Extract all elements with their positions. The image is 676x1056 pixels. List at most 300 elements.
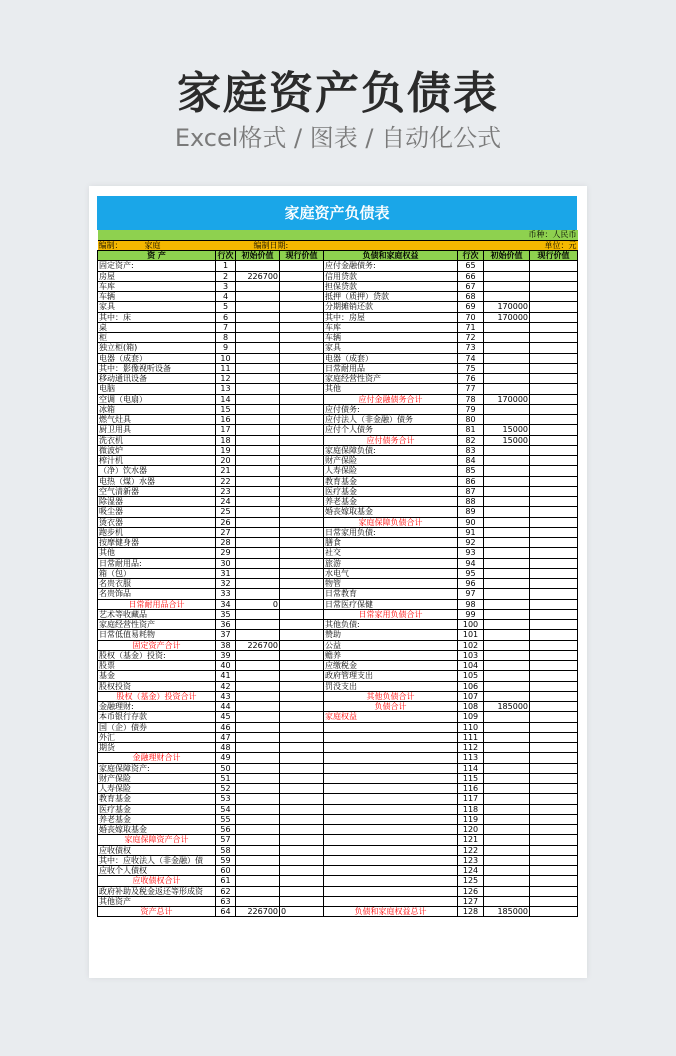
liability-current-value	[530, 445, 578, 455]
liability-line-no: 81	[458, 425, 484, 435]
liability-name: 其他	[324, 384, 458, 394]
table-row	[98, 445, 578, 455]
liability-initial-value	[484, 404, 530, 414]
asset-initial-value	[236, 497, 280, 507]
asset-current-value	[280, 743, 324, 753]
liability-line-no: 108	[458, 702, 484, 712]
liability-line-no: 106	[458, 681, 484, 691]
asset-name: 桌	[98, 322, 216, 332]
unit-label: 单位：元	[484, 240, 578, 250]
liability-name: 其他负债合计	[324, 691, 458, 701]
asset-name: 其他资产	[98, 896, 216, 906]
liability-initial-value	[484, 353, 530, 363]
spreadsheet-preview	[89, 186, 587, 978]
table-row	[98, 425, 578, 435]
liability-current-value	[530, 415, 578, 425]
asset-name: 应收债权	[98, 845, 216, 855]
table-row	[98, 292, 578, 302]
table-row	[98, 620, 578, 630]
header-initial-value: 初始价值	[236, 251, 280, 261]
asset-initial-value	[236, 384, 280, 394]
table-row	[98, 702, 578, 712]
liability-line-no: 128	[458, 907, 484, 917]
liability-line-no: 91	[458, 527, 484, 537]
liability-initial-value	[484, 814, 530, 824]
liability-name	[324, 763, 458, 773]
asset-current-value	[280, 579, 324, 589]
asset-line-no: 47	[216, 732, 236, 742]
asset-name: 外汇	[98, 732, 216, 742]
asset-line-no: 17	[216, 425, 236, 435]
asset-name: 期货	[98, 743, 216, 753]
table-row	[98, 661, 578, 671]
asset-initial-value	[236, 322, 280, 332]
liability-name: 抵押（质押）贷款	[324, 292, 458, 302]
table-row	[98, 558, 578, 568]
asset-current-value	[280, 486, 324, 496]
asset-current-value	[280, 415, 324, 425]
liability-initial-value	[484, 640, 530, 650]
liability-name: 养老基金	[324, 497, 458, 507]
liability-name: 家庭保障负债:	[324, 445, 458, 455]
compiler-value: 家庭	[144, 240, 161, 250]
liability-current-value	[530, 599, 578, 609]
table-row	[98, 486, 578, 496]
table-row	[98, 794, 578, 804]
asset-current-value	[280, 763, 324, 773]
liability-current-value	[530, 763, 578, 773]
liability-name: 政府管理支出	[324, 671, 458, 681]
liability-line-no: 125	[458, 876, 484, 886]
liability-current-value	[530, 835, 578, 845]
liability-line-no: 123	[458, 855, 484, 865]
asset-line-no: 5	[216, 302, 236, 312]
liability-initial-value	[484, 650, 530, 660]
asset-line-no: 60	[216, 866, 236, 876]
liability-line-no: 70	[458, 312, 484, 322]
table-header-row	[98, 251, 578, 261]
asset-name: （净）饮水器	[98, 466, 216, 476]
asset-current-value	[280, 732, 324, 742]
asset-name: 股票	[98, 661, 216, 671]
asset-name: 跑步机	[98, 527, 216, 537]
asset-line-no: 58	[216, 845, 236, 855]
asset-initial-value	[236, 866, 280, 876]
liability-name	[324, 804, 458, 814]
asset-name: 固定资产合计	[98, 640, 216, 650]
asset-current-value	[280, 866, 324, 876]
liability-initial-value	[484, 333, 530, 343]
liability-name	[324, 886, 458, 896]
liability-line-no: 113	[458, 753, 484, 763]
asset-line-no: 55	[216, 814, 236, 824]
liability-line-no: 117	[458, 794, 484, 804]
liability-initial-value	[484, 835, 530, 845]
asset-name: 股权投资	[98, 681, 216, 691]
liability-initial-value	[484, 261, 530, 271]
liability-line-no: 73	[458, 343, 484, 353]
liability-initial-value	[484, 732, 530, 742]
asset-name: 医疗基金	[98, 804, 216, 814]
liability-initial-value	[484, 743, 530, 753]
asset-initial-value	[236, 281, 280, 291]
asset-initial-value	[236, 620, 280, 630]
asset-initial-value	[236, 517, 280, 527]
asset-current-value: 0	[280, 907, 324, 917]
asset-current-value	[280, 650, 324, 660]
liability-name: 日常家用负债合计	[324, 609, 458, 619]
asset-current-value	[280, 814, 324, 824]
liability-initial-value: 15000	[484, 425, 530, 435]
liability-name: 应付债务合计	[324, 435, 458, 445]
liability-initial-value	[484, 568, 530, 578]
liability-name: 担保贷款	[324, 281, 458, 291]
asset-name: 电脑	[98, 384, 216, 394]
liability-current-value	[530, 886, 578, 896]
liability-current-value	[530, 630, 578, 640]
asset-name: 股权（基金）投资合计	[98, 691, 216, 701]
liability-name: 分期摊销还款	[324, 302, 458, 312]
liability-name: 水电气	[324, 568, 458, 578]
liability-line-no: 87	[458, 486, 484, 496]
liability-name: 车库	[324, 322, 458, 332]
asset-current-value	[280, 343, 324, 353]
header-liabilities: 负债和家庭权益	[324, 251, 458, 261]
liability-current-value	[530, 558, 578, 568]
table-row	[98, 343, 578, 353]
asset-name: 移动通讯设备	[98, 374, 216, 384]
asset-line-no: 2	[216, 271, 236, 281]
asset-line-no: 14	[216, 394, 236, 404]
liability-initial-value	[484, 661, 530, 671]
liability-initial-value	[484, 681, 530, 691]
asset-name: 应收个人债权	[98, 866, 216, 876]
asset-line-no: 12	[216, 374, 236, 384]
asset-line-no: 54	[216, 804, 236, 814]
table-row	[98, 374, 578, 384]
liability-initial-value: 170000	[484, 302, 530, 312]
liability-initial-value	[484, 773, 530, 783]
asset-initial-value	[236, 374, 280, 384]
liability-current-value	[530, 907, 578, 917]
liability-line-no: 127	[458, 896, 484, 906]
asset-current-value	[280, 333, 324, 343]
asset-current-value	[280, 548, 324, 558]
table-row	[98, 804, 578, 814]
liability-name: 应付金融债务:	[324, 261, 458, 271]
liability-current-value	[530, 814, 578, 824]
asset-initial-value	[236, 732, 280, 742]
asset-current-value	[280, 804, 324, 814]
asset-name: 应收债权合计	[98, 876, 216, 886]
table-row	[98, 784, 578, 794]
liability-line-no: 67	[458, 281, 484, 291]
liability-initial-value	[484, 476, 530, 486]
asset-name: 股权（基金）投资:	[98, 650, 216, 660]
asset-line-no: 56	[216, 825, 236, 835]
asset-name: 其他	[98, 548, 216, 558]
asset-initial-value	[236, 425, 280, 435]
asset-current-value	[280, 855, 324, 865]
asset-line-no: 29	[216, 548, 236, 558]
asset-line-no: 10	[216, 353, 236, 363]
liability-current-value	[530, 650, 578, 660]
liability-name: 家具	[324, 343, 458, 353]
asset-initial-value: 0	[236, 599, 280, 609]
liability-line-no: 86	[458, 476, 484, 486]
liability-name	[324, 896, 458, 906]
table-row	[98, 630, 578, 640]
asset-current-value	[280, 784, 324, 794]
table-row	[98, 353, 578, 363]
asset-initial-value	[236, 855, 280, 865]
liability-initial-value	[484, 620, 530, 630]
asset-initial-value: 226700	[236, 271, 280, 281]
asset-name: 金融理财:	[98, 702, 216, 712]
liability-line-no: 96	[458, 579, 484, 589]
asset-line-no: 59	[216, 855, 236, 865]
liability-name: 婚丧嫁取基金	[324, 507, 458, 517]
liability-line-no: 111	[458, 732, 484, 742]
asset-name: 其中：床	[98, 312, 216, 322]
liability-initial-value	[484, 445, 530, 455]
asset-name: 家庭经营性资产	[98, 620, 216, 630]
asset-initial-value	[236, 804, 280, 814]
table-row	[98, 527, 578, 537]
asset-line-no: 36	[216, 620, 236, 630]
asset-initial-value	[236, 691, 280, 701]
asset-initial-value	[236, 527, 280, 537]
asset-name: 微波炉	[98, 445, 216, 455]
asset-name: 日常低值易耗物	[98, 630, 216, 640]
page-title: 家庭资产负债表	[177, 68, 499, 119]
liability-line-no: 102	[458, 640, 484, 650]
asset-name: 榨汁机	[98, 456, 216, 466]
asset-current-value	[280, 322, 324, 332]
asset-current-value	[280, 671, 324, 681]
liability-name	[324, 722, 458, 732]
asset-name: 家庭保障资产:	[98, 763, 216, 773]
liability-line-no: 120	[458, 825, 484, 835]
balance-sheet-table	[97, 230, 578, 917]
asset-line-no: 6	[216, 312, 236, 322]
table-row	[98, 907, 578, 917]
asset-initial-value	[236, 671, 280, 681]
liability-current-value	[530, 845, 578, 855]
asset-line-no: 44	[216, 702, 236, 712]
asset-initial-value	[236, 353, 280, 363]
asset-initial-value	[236, 661, 280, 671]
liability-initial-value	[484, 763, 530, 773]
liability-line-no: 85	[458, 466, 484, 476]
liability-initial-value	[484, 876, 530, 886]
liability-current-value	[530, 312, 578, 322]
table-row	[98, 876, 578, 886]
liability-initial-value	[484, 671, 530, 681]
liability-current-value	[530, 722, 578, 732]
asset-line-no: 41	[216, 671, 236, 681]
liability-line-no: 122	[458, 845, 484, 855]
liability-line-no: 94	[458, 558, 484, 568]
asset-line-no: 9	[216, 343, 236, 353]
asset-name: 燃气灶具	[98, 415, 216, 425]
liability-name	[324, 743, 458, 753]
asset-line-no: 39	[216, 650, 236, 660]
liability-current-value	[530, 589, 578, 599]
asset-line-no: 28	[216, 538, 236, 548]
liability-current-value	[530, 425, 578, 435]
liability-current-value	[530, 609, 578, 619]
compile-row	[98, 240, 578, 250]
liability-current-value	[530, 394, 578, 404]
asset-line-no: 31	[216, 568, 236, 578]
liability-initial-value	[484, 486, 530, 496]
liability-current-value	[530, 661, 578, 671]
asset-line-no: 11	[216, 363, 236, 373]
liability-line-no: 72	[458, 333, 484, 343]
liability-line-no: 99	[458, 609, 484, 619]
asset-current-value	[280, 476, 324, 486]
asset-initial-value	[236, 650, 280, 660]
liability-initial-value	[484, 548, 530, 558]
liability-initial-value	[484, 517, 530, 527]
liability-initial-value	[484, 322, 530, 332]
asset-current-value	[280, 722, 324, 732]
table-row	[98, 835, 578, 845]
liability-line-no: 101	[458, 630, 484, 640]
table-row	[98, 753, 578, 763]
liability-line-no: 74	[458, 353, 484, 363]
asset-current-value	[280, 261, 324, 271]
asset-initial-value	[236, 835, 280, 845]
asset-name: 房屋	[98, 271, 216, 281]
asset-initial-value	[236, 784, 280, 794]
liability-line-no: 78	[458, 394, 484, 404]
table-row	[98, 466, 578, 476]
asset-initial-value	[236, 476, 280, 486]
liability-line-no: 89	[458, 507, 484, 517]
asset-current-value	[280, 517, 324, 527]
asset-line-no: 61	[216, 876, 236, 886]
liability-name: 社交	[324, 548, 458, 558]
asset-line-no: 20	[216, 456, 236, 466]
liability-line-no: 110	[458, 722, 484, 732]
asset-name: 固定资产:	[98, 261, 216, 271]
liability-current-value	[530, 384, 578, 394]
asset-line-no: 24	[216, 497, 236, 507]
asset-initial-value	[236, 630, 280, 640]
liability-name: 赞助	[324, 630, 458, 640]
header-current-value: 现行价值	[280, 251, 324, 261]
asset-current-value	[280, 353, 324, 363]
liability-initial-value	[484, 507, 530, 517]
asset-initial-value: 226700	[236, 640, 280, 650]
asset-initial-value	[236, 763, 280, 773]
liability-current-value	[530, 773, 578, 783]
asset-line-no: 50	[216, 763, 236, 773]
liability-current-value	[530, 466, 578, 476]
asset-name: 婚丧嫁取基金	[98, 825, 216, 835]
asset-name: 冰箱	[98, 404, 216, 414]
liability-name: 信用贷款	[324, 271, 458, 281]
liability-current-value	[530, 527, 578, 537]
asset-current-value	[280, 292, 324, 302]
liability-initial-value	[484, 466, 530, 476]
liability-name: 人寿保险	[324, 466, 458, 476]
asset-name: 资产总计	[98, 907, 216, 917]
table-row	[98, 281, 578, 291]
table-row	[98, 732, 578, 742]
asset-name: 政府补助及税金返还等形成资	[98, 886, 216, 896]
asset-line-no: 25	[216, 507, 236, 517]
asset-current-value	[280, 374, 324, 384]
table-row	[98, 825, 578, 835]
table-row	[98, 333, 578, 343]
liability-initial-value	[484, 722, 530, 732]
table-row	[98, 394, 578, 404]
asset-line-no: 64	[216, 907, 236, 917]
liability-name	[324, 814, 458, 824]
asset-name: 其中：应收法人（非金融）债	[98, 855, 216, 865]
asset-initial-value	[236, 302, 280, 312]
liability-name: 日常家用负债:	[324, 527, 458, 537]
table-row	[98, 681, 578, 691]
liability-current-value	[530, 302, 578, 312]
asset-name: 空调（电扇）	[98, 394, 216, 404]
liability-initial-value	[484, 343, 530, 353]
liability-name	[324, 784, 458, 794]
liability-line-no: 126	[458, 886, 484, 896]
liability-name: 应缴税金	[324, 661, 458, 671]
liability-line-no: 66	[458, 271, 484, 281]
asset-name: 烫衣器	[98, 517, 216, 527]
liability-name: 家庭经营性资产	[324, 374, 458, 384]
table-row	[98, 435, 578, 445]
asset-initial-value	[236, 558, 280, 568]
liability-name	[324, 773, 458, 783]
asset-name: 家具	[98, 302, 216, 312]
page-subtitle: Excel格式 / 图表 / 自动化公式	[174, 124, 502, 152]
asset-name: 国（企）债券	[98, 722, 216, 732]
asset-initial-value	[236, 876, 280, 886]
liability-current-value	[530, 804, 578, 814]
asset-initial-value	[236, 814, 280, 824]
liability-current-value	[530, 363, 578, 373]
asset-initial-value	[236, 466, 280, 476]
asset-name: 车库	[98, 281, 216, 291]
asset-line-no: 32	[216, 579, 236, 589]
asset-current-value	[280, 394, 324, 404]
asset-current-value	[280, 702, 324, 712]
asset-name: 独立柜(箱)	[98, 343, 216, 353]
asset-current-value	[280, 886, 324, 896]
asset-initial-value: 226700	[236, 907, 280, 917]
liability-current-value	[530, 640, 578, 650]
liability-current-value	[530, 753, 578, 763]
liability-initial-value: 15000	[484, 435, 530, 445]
asset-initial-value	[236, 589, 280, 599]
asset-initial-value	[236, 363, 280, 373]
liability-current-value	[530, 333, 578, 343]
asset-line-no: 63	[216, 896, 236, 906]
asset-name: 电热（煤）水器	[98, 476, 216, 486]
asset-line-no: 26	[216, 517, 236, 527]
asset-initial-value	[236, 312, 280, 322]
asset-initial-value	[236, 609, 280, 619]
liability-name: 负债和家庭权益总计	[324, 907, 458, 917]
asset-name: 名贵饰品	[98, 589, 216, 599]
asset-current-value	[280, 681, 324, 691]
